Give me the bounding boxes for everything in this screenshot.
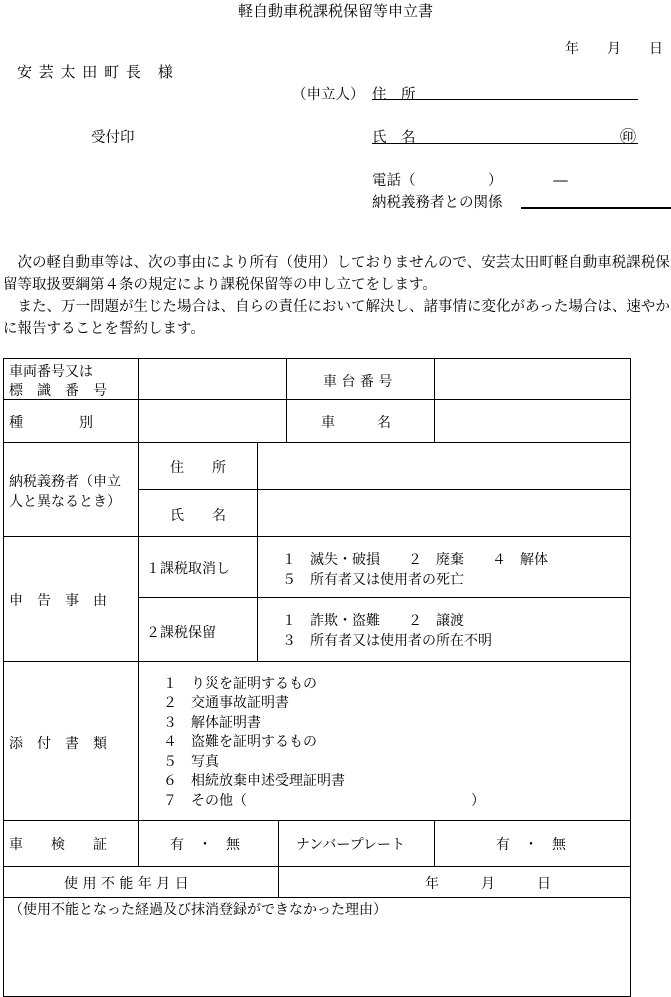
car-name-input[interactable] bbox=[436, 401, 629, 440]
hold-label: ２課税保留 bbox=[146, 625, 216, 641]
cancel-reason-2[interactable]: ５ 所有者又は使用者の死亡 bbox=[282, 572, 464, 588]
inspection-value[interactable]: 有 ・ 無 bbox=[170, 837, 240, 853]
taxpayer-label-2: 人と異なるとき） bbox=[9, 494, 121, 510]
taxpayer-address-input[interactable] bbox=[259, 444, 629, 487]
vehicle-number-text-1: 車両番号又は bbox=[9, 364, 93, 380]
number-plate-label: ナンバープレート bbox=[296, 837, 406, 853]
type-label: 種 別 bbox=[9, 415, 93, 431]
plate-value[interactable]: 有 ・ 無 bbox=[496, 837, 566, 853]
vehicle-number-label-1 bbox=[9, 361, 132, 381]
seal-icon: ㊞ bbox=[620, 127, 637, 146]
attachment-2[interactable]: ２ 交通事故証明書 bbox=[163, 695, 289, 711]
car-name-label: 車 名 bbox=[321, 415, 391, 431]
taxpayer-name-input[interactable] bbox=[259, 491, 629, 534]
attachment-4[interactable]: ４ 盗難を証明するもの bbox=[163, 734, 317, 750]
applicant-label: （申立人） bbox=[292, 87, 365, 103]
hold-reason-2[interactable]: ３ 所有者又は使用者の所在不明 bbox=[282, 633, 492, 649]
vehicle-number-input[interactable] bbox=[140, 360, 284, 397]
attachment-7[interactable]: ７ その他（ ） bbox=[163, 793, 485, 809]
taxpayer-address-label: 住 所 bbox=[170, 460, 226, 476]
attachment-3[interactable]: ３ 解体証明書 bbox=[163, 715, 261, 731]
chassis-number-input[interactable] bbox=[436, 360, 629, 397]
page-title: 軽自動車税課税保留等申立書 bbox=[237, 2, 433, 20]
relation-label: 納税義務者との関係 bbox=[372, 195, 503, 211]
unusable-date-label: 使 用 不 能 年 月 日 bbox=[64, 876, 189, 892]
addressee: 安 芸 太 田 町 長 様 bbox=[17, 63, 174, 81]
attachment-6[interactable]: ６ 相続放棄申述受理証明書 bbox=[163, 773, 345, 789]
attachment-5[interactable]: ５ 写真 bbox=[163, 754, 219, 770]
attachment-1[interactable]: １ り災を証明するもの bbox=[163, 676, 317, 692]
declaration-text-1: 次の軽自動車等は、次の事由により所有（使用）しておりませんので、安芸太田町軽自動車税課税保留等取扱要綱第４条の規定により課税保留等の申し立てをします。 bbox=[3, 255, 670, 293]
phone-label: 電話（ ） ― bbox=[372, 173, 568, 189]
reason-label: （使用不能となった経過及び抹消登録ができなかった理由） bbox=[9, 902, 387, 918]
attachments-label: 添 付 書 類 bbox=[9, 736, 107, 752]
inspection-label: 車 検 証 bbox=[9, 837, 107, 853]
relation-field[interactable] bbox=[521, 207, 671, 209]
taxpayer-label-1: 納税義務者（申立 bbox=[9, 474, 121, 490]
declaration-text-2: また、万一問題が生じた場合は、自らの責任において解決し、諸事情に変化があった場合は、速やかに報告することを誓約します。 bbox=[3, 299, 670, 337]
date-line: 年 月 日 bbox=[565, 41, 663, 57]
cancel-label: １課税取消し bbox=[146, 561, 230, 577]
unusable-date-value[interactable]: 年 月 日 bbox=[425, 876, 551, 892]
vehicle-number-label-2: 標 識 番 号 bbox=[9, 383, 107, 399]
address-label: 住 所 bbox=[372, 87, 416, 103]
reason-input[interactable] bbox=[5, 920, 629, 995]
address-field[interactable] bbox=[372, 99, 638, 100]
type-input[interactable] bbox=[140, 401, 284, 440]
declaration-label: 申 告 事 由 bbox=[9, 593, 107, 609]
cancel-reason-1[interactable]: １ 滅失・破損 ２ 廃棄 ４ 解体 bbox=[282, 552, 548, 568]
receipt-stamp-label: 受付印 bbox=[91, 130, 135, 146]
chassis-number-label: 車 台 番 号 bbox=[323, 374, 393, 390]
name-field[interactable] bbox=[372, 143, 638, 144]
taxpayer-name-label: 氏 名 bbox=[170, 508, 226, 524]
name-label: 氏 名 bbox=[372, 130, 416, 146]
hold-reason-1[interactable]: １ 詐欺・盗難 ２ 譲渡 bbox=[282, 613, 464, 629]
